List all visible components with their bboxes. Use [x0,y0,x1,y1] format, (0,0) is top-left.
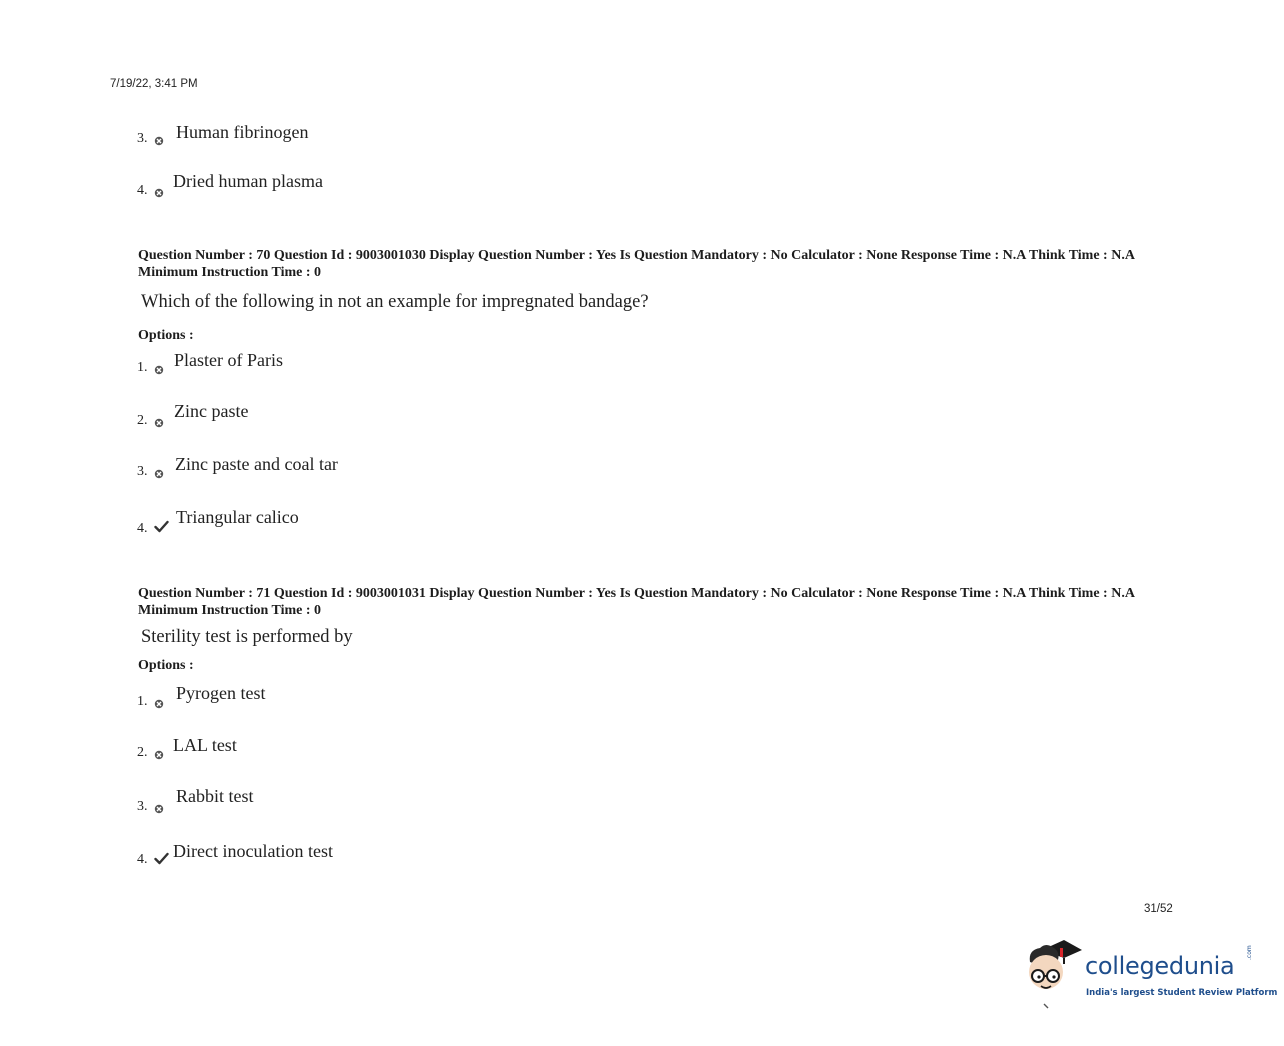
option-number: 2. [137,413,148,428]
option-text: Zinc paste and coal tar [175,454,338,474]
logo-wordmark: collegedunia [1085,952,1235,980]
page-number: 31/52 [1144,903,1173,915]
option-number: 4. [137,852,148,867]
option-text: Zinc paste [174,401,249,421]
option-number: 3. [137,799,148,814]
logo-domain-suffix: .com [1246,945,1253,960]
option-text: Human fibrinogen [176,122,309,142]
option-number: 3. [137,464,148,479]
option-text: Plaster of Paris [174,350,283,370]
question-text: Sterility test is performed by [141,627,353,647]
print-timestamp: 7/19/22, 3:41 PM [110,78,198,90]
option-text: Triangular calico [176,507,299,527]
cross-icon [154,694,164,713]
option-number: 1. [137,694,148,709]
mascot-icon [1024,938,1084,1010]
option-text: Pyrogen test [176,683,266,703]
option-number: 3. [137,131,148,146]
option-text: Direct inoculation test [173,841,333,861]
cross-icon [154,360,164,379]
cross-icon [154,745,164,764]
cross-icon [154,131,164,150]
logo-tagline: India's largest Student Review Platform [1086,988,1278,998]
collegedunia-logo [1024,938,1278,1010]
question-meta: Question Number : 70 Question Id : 9003001030 Display Question Number : Yes Is Question Mandatory : No Calculator : None Response Time : N.A Think Time : N.A Minimum Instruction Time : 0 [138,248,1135,280]
option-text: Rabbit test [176,786,254,806]
option-text: Dried human plasma [173,171,323,191]
cross-icon [154,413,164,432]
option-number: 1. [137,360,148,375]
checkmark-icon [154,850,169,869]
question-meta: Question Number : 71 Question Id : 9003001031 Display Question Number : Yes Is Question Mandatory : No Calculator : None Response Time : N.A Think Time : N.A Minimum Instruction Time : 0 [138,586,1135,618]
question-text: Which of the following in not an example for impregnated bandage? [141,292,649,312]
cross-icon [154,799,164,818]
options-label: Options : [138,658,194,673]
cross-icon [154,183,164,202]
option-number: 4. [137,521,148,536]
checkmark-icon [154,518,169,537]
option-number: 2. [137,745,148,760]
option-number: 4. [137,183,148,198]
option-text: LAL test [173,735,237,755]
options-label: Options : [138,328,194,343]
cross-icon [154,464,164,483]
